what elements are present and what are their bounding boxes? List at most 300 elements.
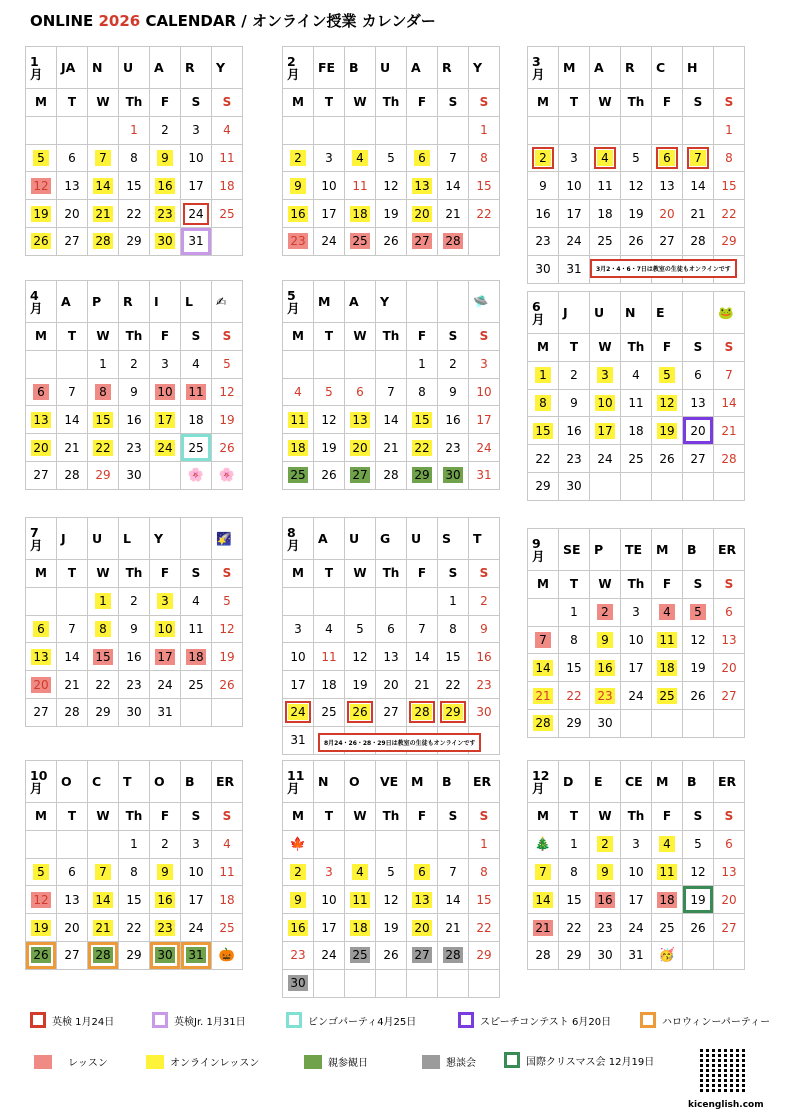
- day-cell[interactable]: [88, 671, 119, 699]
- day-cell[interactable]: [88, 886, 119, 914]
- day-cell[interactable]: [714, 859, 745, 887]
- day-cell[interactable]: [407, 228, 438, 256]
- day-cell[interactable]: [469, 942, 500, 970]
- day-cell[interactable]: [57, 434, 88, 462]
- day-cell[interactable]: [528, 200, 559, 228]
- day-cell[interactable]: [407, 145, 438, 173]
- day-cell[interactable]: [714, 228, 745, 256]
- day-cell[interactable]: [528, 914, 559, 942]
- day-cell[interactable]: [26, 616, 57, 644]
- day-cell[interactable]: [376, 434, 407, 462]
- day-cell[interactable]: [88, 859, 119, 887]
- day-cell[interactable]: [376, 172, 407, 200]
- day-cell[interactable]: [150, 859, 181, 887]
- day-cell[interactable]: [621, 886, 652, 914]
- day-cell[interactable]: [621, 942, 652, 970]
- day-cell[interactable]: [376, 942, 407, 970]
- day-cell[interactable]: [314, 145, 345, 173]
- day-cell[interactable]: [212, 200, 243, 228]
- day-cell[interactable]: [438, 200, 469, 228]
- day-cell[interactable]: [212, 172, 243, 200]
- day-cell[interactable]: [119, 942, 150, 970]
- day-cell[interactable]: [714, 390, 745, 418]
- day-cell[interactable]: [26, 145, 57, 173]
- day-cell[interactable]: [528, 256, 559, 284]
- day-cell[interactable]: [57, 671, 88, 699]
- day-cell[interactable]: [57, 462, 88, 490]
- day-cell[interactable]: [345, 914, 376, 942]
- day-cell[interactable]: [714, 117, 745, 145]
- day-cell[interactable]: [212, 616, 243, 644]
- day-cell[interactable]: [212, 643, 243, 671]
- day-cell[interactable]: [150, 228, 181, 256]
- day-cell[interactable]: [652, 682, 683, 710]
- day-cell[interactable]: [559, 914, 590, 942]
- day-cell[interactable]: [119, 145, 150, 173]
- day-cell[interactable]: [345, 859, 376, 887]
- day-cell[interactable]: [283, 886, 314, 914]
- day-cell[interactable]: [26, 228, 57, 256]
- day-cell[interactable]: [438, 886, 469, 914]
- day-cell[interactable]: [119, 671, 150, 699]
- day-cell[interactable]: [559, 228, 590, 256]
- day-cell[interactable]: [714, 172, 745, 200]
- day-cell[interactable]: [590, 390, 621, 418]
- day-cell[interactable]: [212, 859, 243, 887]
- day-cell[interactable]: [57, 228, 88, 256]
- day-cell[interactable]: [590, 417, 621, 445]
- day-cell[interactable]: [212, 434, 243, 462]
- day-cell[interactable]: [212, 914, 243, 942]
- day-cell[interactable]: [345, 434, 376, 462]
- day-cell[interactable]: [283, 859, 314, 887]
- day-cell[interactable]: [314, 942, 345, 970]
- day-cell[interactable]: [181, 643, 212, 671]
- day-cell[interactable]: [714, 886, 745, 914]
- day-cell[interactable]: [150, 406, 181, 434]
- day-cell[interactable]: [652, 390, 683, 418]
- day-cell[interactable]: [88, 942, 119, 970]
- day-cell[interactable]: [283, 172, 314, 200]
- day-cell[interactable]: [181, 117, 212, 145]
- day-cell[interactable]: [528, 390, 559, 418]
- day-cell[interactable]: [345, 406, 376, 434]
- day-cell[interactable]: [559, 145, 590, 173]
- day-cell[interactable]: [407, 434, 438, 462]
- day-cell[interactable]: [683, 445, 714, 473]
- day-cell[interactable]: [26, 886, 57, 914]
- website-url[interactable]: kicenglish.com: [688, 1100, 764, 1110]
- day-cell[interactable]: [150, 117, 181, 145]
- day-cell[interactable]: [652, 914, 683, 942]
- day-cell[interactable]: [283, 942, 314, 970]
- day-cell[interactable]: [26, 914, 57, 942]
- day-cell[interactable]: [283, 914, 314, 942]
- day-cell[interactable]: [559, 362, 590, 390]
- day-cell[interactable]: [714, 682, 745, 710]
- day-cell[interactable]: [181, 859, 212, 887]
- day-cell[interactable]: [150, 671, 181, 699]
- day-cell[interactable]: [26, 406, 57, 434]
- day-cell[interactable]: [407, 462, 438, 490]
- day-cell[interactable]: [528, 682, 559, 710]
- day-cell[interactable]: [88, 172, 119, 200]
- day-cell[interactable]: [376, 379, 407, 407]
- day-cell[interactable]: [314, 172, 345, 200]
- day-cell[interactable]: [469, 406, 500, 434]
- day-cell[interactable]: [559, 942, 590, 970]
- day-cell[interactable]: [621, 362, 652, 390]
- day-cell[interactable]: [528, 473, 559, 501]
- day-cell[interactable]: [376, 699, 407, 727]
- day-cell[interactable]: [26, 859, 57, 887]
- day-cell[interactable]: [683, 914, 714, 942]
- day-cell[interactable]: [469, 172, 500, 200]
- day-cell[interactable]: [652, 627, 683, 655]
- day-cell[interactable]: [314, 462, 345, 490]
- day-cell[interactable]: [590, 599, 621, 627]
- day-cell[interactable]: [652, 859, 683, 887]
- day-cell[interactable]: [590, 200, 621, 228]
- day-cell[interactable]: [212, 145, 243, 173]
- day-cell[interactable]: [714, 599, 745, 627]
- day-cell[interactable]: [683, 390, 714, 418]
- day-cell[interactable]: [469, 588, 500, 616]
- day-cell[interactable]: [621, 599, 652, 627]
- day-cell[interactable]: [26, 942, 57, 970]
- day-cell[interactable]: [621, 859, 652, 887]
- day-cell[interactable]: [407, 886, 438, 914]
- day-cell[interactable]: [438, 172, 469, 200]
- day-cell[interactable]: [345, 671, 376, 699]
- day-cell[interactable]: [88, 351, 119, 379]
- day-cell[interactable]: [314, 671, 345, 699]
- day-cell[interactable]: [119, 859, 150, 887]
- day-cell[interactable]: [57, 616, 88, 644]
- day-cell[interactable]: [314, 616, 345, 644]
- day-cell[interactable]: [376, 616, 407, 644]
- day-cell[interactable]: [376, 859, 407, 887]
- day-cell[interactable]: [652, 445, 683, 473]
- day-cell[interactable]: [652, 417, 683, 445]
- day-cell[interactable]: [345, 200, 376, 228]
- day-cell[interactable]: [438, 462, 469, 490]
- day-cell[interactable]: [621, 145, 652, 173]
- day-cell[interactable]: [57, 859, 88, 887]
- day-cell[interactable]: [376, 462, 407, 490]
- day-cell[interactable]: [438, 699, 469, 727]
- day-cell[interactable]: [212, 351, 243, 379]
- day-cell[interactable]: [345, 616, 376, 644]
- day-cell[interactable]: [181, 616, 212, 644]
- day-cell[interactable]: [469, 886, 500, 914]
- day-cell[interactable]: [181, 942, 212, 970]
- day-cell[interactable]: [88, 200, 119, 228]
- day-cell[interactable]: [683, 172, 714, 200]
- day-cell[interactable]: [438, 616, 469, 644]
- day-cell[interactable]: [345, 228, 376, 256]
- day-cell[interactable]: [119, 200, 150, 228]
- day-cell[interactable]: [181, 145, 212, 173]
- day-cell[interactable]: [469, 200, 500, 228]
- day-cell[interactable]: [181, 172, 212, 200]
- day-cell[interactable]: [652, 200, 683, 228]
- day-cell[interactable]: [469, 616, 500, 644]
- day-cell[interactable]: [528, 942, 559, 970]
- day-cell[interactable]: [181, 200, 212, 228]
- day-cell[interactable]: [559, 710, 590, 738]
- day-cell[interactable]: [181, 351, 212, 379]
- day-cell[interactable]: [57, 200, 88, 228]
- day-cell[interactable]: [26, 379, 57, 407]
- day-cell[interactable]: [528, 362, 559, 390]
- day-cell[interactable]: [314, 379, 345, 407]
- day-cell[interactable]: [119, 886, 150, 914]
- day-cell[interactable]: [119, 172, 150, 200]
- day-cell[interactable]: [621, 417, 652, 445]
- day-cell[interactable]: [683, 831, 714, 859]
- day-cell[interactable]: [26, 434, 57, 462]
- day-cell[interactable]: [57, 145, 88, 173]
- day-cell[interactable]: [590, 914, 621, 942]
- day-cell[interactable]: [88, 462, 119, 490]
- day-cell[interactable]: [621, 627, 652, 655]
- day-cell[interactable]: [683, 228, 714, 256]
- day-cell[interactable]: [119, 616, 150, 644]
- day-cell[interactable]: [119, 643, 150, 671]
- day-cell[interactable]: [469, 831, 500, 859]
- day-cell[interactable]: [283, 643, 314, 671]
- day-cell[interactable]: [345, 462, 376, 490]
- day-cell[interactable]: [119, 462, 150, 490]
- day-cell[interactable]: [621, 914, 652, 942]
- day-cell[interactable]: [345, 886, 376, 914]
- day-cell[interactable]: [57, 406, 88, 434]
- day-cell[interactable]: [469, 859, 500, 887]
- day-cell[interactable]: [376, 200, 407, 228]
- day-cell[interactable]: [314, 643, 345, 671]
- day-cell[interactable]: [438, 859, 469, 887]
- day-cell[interactable]: [469, 117, 500, 145]
- day-cell[interactable]: [88, 616, 119, 644]
- day-cell[interactable]: [407, 406, 438, 434]
- day-cell[interactable]: [559, 654, 590, 682]
- day-cell[interactable]: [528, 417, 559, 445]
- day-cell[interactable]: [57, 914, 88, 942]
- day-cell[interactable]: [652, 831, 683, 859]
- day-cell[interactable]: [559, 886, 590, 914]
- day-cell[interactable]: [590, 859, 621, 887]
- day-cell[interactable]: [283, 228, 314, 256]
- day-cell[interactable]: [528, 710, 559, 738]
- day-cell[interactable]: [181, 588, 212, 616]
- day-cell[interactable]: [212, 671, 243, 699]
- day-cell[interactable]: [528, 859, 559, 887]
- day-cell[interactable]: [621, 682, 652, 710]
- day-cell[interactable]: [26, 671, 57, 699]
- day-cell[interactable]: [469, 462, 500, 490]
- day-cell[interactable]: [683, 417, 714, 445]
- day-cell[interactable]: [26, 172, 57, 200]
- day-cell[interactable]: [590, 172, 621, 200]
- day-cell[interactable]: [314, 406, 345, 434]
- day-cell[interactable]: [283, 145, 314, 173]
- day-cell[interactable]: [714, 445, 745, 473]
- day-cell[interactable]: [590, 886, 621, 914]
- day-cell[interactable]: [181, 671, 212, 699]
- day-cell[interactable]: [683, 145, 714, 173]
- day-cell[interactable]: [559, 172, 590, 200]
- day-cell[interactable]: [119, 351, 150, 379]
- day-cell[interactable]: [57, 699, 88, 727]
- day-cell[interactable]: [181, 379, 212, 407]
- day-cell[interactable]: [683, 886, 714, 914]
- day-cell[interactable]: [57, 379, 88, 407]
- day-cell[interactable]: [150, 379, 181, 407]
- day-cell[interactable]: [590, 682, 621, 710]
- day-cell[interactable]: [88, 914, 119, 942]
- day-cell[interactable]: [469, 643, 500, 671]
- day-cell[interactable]: [714, 831, 745, 859]
- day-cell[interactable]: [590, 654, 621, 682]
- day-cell[interactable]: [26, 462, 57, 490]
- day-cell[interactable]: [652, 654, 683, 682]
- day-cell[interactable]: [119, 434, 150, 462]
- day-cell[interactable]: [119, 228, 150, 256]
- day-cell[interactable]: [590, 627, 621, 655]
- day-cell[interactable]: [590, 831, 621, 859]
- day-cell[interactable]: [407, 942, 438, 970]
- day-cell[interactable]: [345, 145, 376, 173]
- day-cell[interactable]: [621, 200, 652, 228]
- day-cell[interactable]: [590, 445, 621, 473]
- day-cell[interactable]: [119, 699, 150, 727]
- day-cell[interactable]: [438, 351, 469, 379]
- day-cell[interactable]: [283, 379, 314, 407]
- day-cell[interactable]: [590, 942, 621, 970]
- day-cell[interactable]: [345, 643, 376, 671]
- day-cell[interactable]: [469, 699, 500, 727]
- day-cell[interactable]: [621, 228, 652, 256]
- day-cell[interactable]: [376, 886, 407, 914]
- day-cell[interactable]: [469, 671, 500, 699]
- day-cell[interactable]: [181, 406, 212, 434]
- day-cell[interactable]: [590, 710, 621, 738]
- day-cell[interactable]: [150, 200, 181, 228]
- day-cell[interactable]: [119, 914, 150, 942]
- day-cell[interactable]: [181, 886, 212, 914]
- day-cell[interactable]: [57, 886, 88, 914]
- day-cell[interactable]: [438, 434, 469, 462]
- day-cell[interactable]: [407, 699, 438, 727]
- day-cell[interactable]: [345, 699, 376, 727]
- day-cell[interactable]: [652, 145, 683, 173]
- day-cell[interactable]: [150, 831, 181, 859]
- day-cell[interactable]: [88, 434, 119, 462]
- day-cell[interactable]: [26, 643, 57, 671]
- day-cell[interactable]: [559, 417, 590, 445]
- day-cell[interactable]: [621, 654, 652, 682]
- day-cell[interactable]: [150, 434, 181, 462]
- day-cell[interactable]: [376, 914, 407, 942]
- day-cell[interactable]: [559, 473, 590, 501]
- day-cell[interactable]: [438, 228, 469, 256]
- day-cell[interactable]: [150, 914, 181, 942]
- day-cell[interactable]: [26, 200, 57, 228]
- day-cell[interactable]: [376, 671, 407, 699]
- day-cell[interactable]: [407, 859, 438, 887]
- day-cell[interactable]: [212, 886, 243, 914]
- day-cell[interactable]: [283, 671, 314, 699]
- day-cell[interactable]: [590, 228, 621, 256]
- day-cell[interactable]: [181, 228, 212, 256]
- day-cell[interactable]: [438, 914, 469, 942]
- day-cell[interactable]: [528, 228, 559, 256]
- day-cell[interactable]: [559, 831, 590, 859]
- day-cell[interactable]: [119, 831, 150, 859]
- day-cell[interactable]: [283, 406, 314, 434]
- day-cell[interactable]: [469, 434, 500, 462]
- day-cell[interactable]: [469, 914, 500, 942]
- day-cell[interactable]: [559, 599, 590, 627]
- day-cell[interactable]: [559, 445, 590, 473]
- day-cell[interactable]: [212, 379, 243, 407]
- day-cell[interactable]: [283, 970, 314, 998]
- day-cell[interactable]: [438, 406, 469, 434]
- day-cell[interactable]: [181, 434, 212, 462]
- day-cell[interactable]: [57, 942, 88, 970]
- day-cell[interactable]: [150, 643, 181, 671]
- day-cell[interactable]: [683, 599, 714, 627]
- day-cell[interactable]: [469, 351, 500, 379]
- day-cell[interactable]: [652, 599, 683, 627]
- day-cell[interactable]: [407, 172, 438, 200]
- day-cell[interactable]: [683, 200, 714, 228]
- day-cell[interactable]: [212, 831, 243, 859]
- day-cell[interactable]: [150, 616, 181, 644]
- day-cell[interactable]: [88, 699, 119, 727]
- day-cell[interactable]: [438, 379, 469, 407]
- day-cell[interactable]: [150, 145, 181, 173]
- day-cell[interactable]: [212, 117, 243, 145]
- day-cell[interactable]: [528, 886, 559, 914]
- day-cell[interactable]: [621, 172, 652, 200]
- day-cell[interactable]: [88, 379, 119, 407]
- day-cell[interactable]: [345, 942, 376, 970]
- day-cell[interactable]: [438, 643, 469, 671]
- day-cell[interactable]: [345, 172, 376, 200]
- day-cell[interactable]: [621, 831, 652, 859]
- day-cell[interactable]: [559, 627, 590, 655]
- day-cell[interactable]: [150, 588, 181, 616]
- day-cell[interactable]: [376, 228, 407, 256]
- day-cell[interactable]: [150, 886, 181, 914]
- day-cell[interactable]: [559, 200, 590, 228]
- day-cell[interactable]: [714, 417, 745, 445]
- day-cell[interactable]: [714, 627, 745, 655]
- day-cell[interactable]: [88, 643, 119, 671]
- day-cell[interactable]: [88, 145, 119, 173]
- day-cell[interactable]: [528, 627, 559, 655]
- day-cell[interactable]: [26, 699, 57, 727]
- day-cell[interactable]: [652, 228, 683, 256]
- day-cell[interactable]: [314, 886, 345, 914]
- day-cell[interactable]: [438, 671, 469, 699]
- day-cell[interactable]: [621, 390, 652, 418]
- day-cell[interactable]: [345, 379, 376, 407]
- day-cell[interactable]: [683, 654, 714, 682]
- day-cell[interactable]: [559, 682, 590, 710]
